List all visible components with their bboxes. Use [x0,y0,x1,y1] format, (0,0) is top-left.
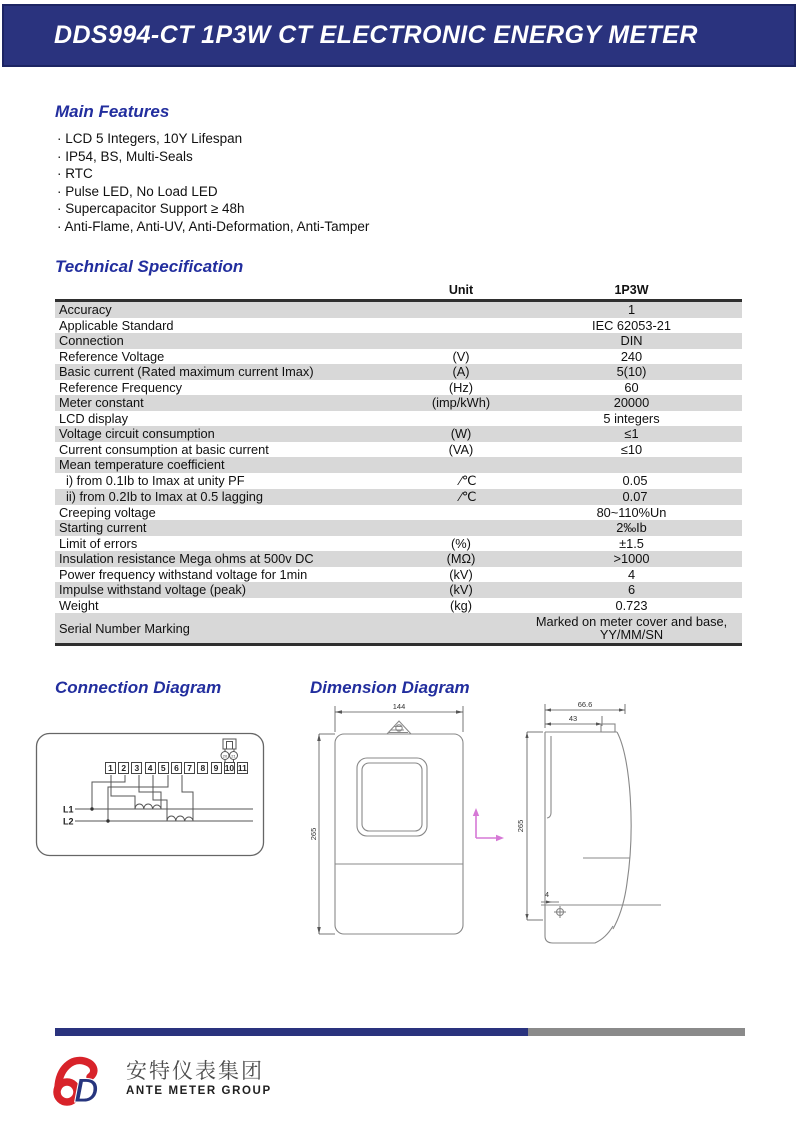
spec-row [55,395,742,411]
terminal-1: 1 [105,762,116,774]
spec-table [55,280,742,646]
terminal-5: 5 [158,762,169,774]
spec-value: 0.723 [615,597,648,613]
dimension-front-view [305,698,480,946]
spec-unit: (Hz) [448,379,474,395]
spec-label: Starting current [59,520,147,536]
line-label-l2: L2 [63,816,74,827]
spec-label: Voltage circuit consumption [59,426,215,442]
dim-side-offset: 4 [544,890,550,899]
spec-row [55,380,742,396]
spec-label: Connection [59,333,124,349]
spec-row [55,318,742,334]
spec-value: 0.07 [622,488,648,504]
terminal-2: 2 [118,762,129,774]
dimension-heading: Dimension Diagram [310,678,470,697]
terminal-4: 4 [145,762,156,774]
feature-item: · Anti-Flame, Anti-UV, Anti-Deformation, Anti-Tamper [57,218,370,234]
spec-unit: (VA) [448,441,474,457]
dim-front-width: 144 [392,702,406,711]
spec-row [55,426,742,442]
terminal-7: 7 [184,762,195,774]
spec-label: Serial Number Marking [59,620,190,636]
company-name-en: ANTE METER GROUP [126,1085,272,1097]
page-title: DDS994-CT 1P3W CT ELECTRONIC ENERGY METER [54,21,698,49]
spec-value: 5(10) [616,364,647,379]
spec-unit: (kV) [449,582,473,598]
spec-col-1p3w: 1P3W [614,282,649,297]
tech-spec-heading: Technical Specification [55,257,244,276]
spec-row [55,613,742,643]
aux-label-20: 20 [222,753,228,759]
feature-item: · Pulse LED, No Load LED [57,183,218,199]
dimension-side-view [505,698,675,948]
main-features-heading: Main Features [55,102,170,121]
spec-label: Creeping voltage [59,504,156,520]
spec-label: Impulse withstand voltage (peak) [59,582,247,598]
spec-label: Power frequency withstand voltage for 1min [59,566,308,582]
line-label-l1: L1 [63,804,74,815]
spec-value: DIN [620,333,643,348]
spec-label: Basic current (Rated maximum current Imax) [59,364,314,380]
connection-diagram [35,732,265,858]
feature-item: · IP54, BS, Multi-Seals [57,148,193,164]
spec-row [55,536,742,552]
spec-value: 6 [627,582,636,597]
aux-device-icon [221,739,238,762]
spec-row [55,349,742,365]
spec-unit: ∕℃ [459,488,477,504]
spec-value: 60 [624,379,639,395]
dim-side-depth2: 43 [568,714,578,723]
spec-unit: (W) [450,426,472,442]
terminal-6: 6 [171,762,182,774]
spec-row [55,302,742,318]
connection-heading: Connection Diagram [55,678,222,697]
dim-side-depth: 66.6 [577,700,593,709]
spec-label: Limit of errors [59,535,138,551]
logo-mark-icon [52,1050,118,1108]
terminal-row [105,762,248,774]
spec-value: >1000 [613,551,650,566]
spec-value: ≤1 [624,426,639,441]
spec-unit: ∕℃ [459,472,477,488]
spec-label: Applicable Standard [59,317,174,333]
company-name-cn: 安特仪表集团 [126,1060,264,1083]
spec-table-body [55,302,742,643]
footer-divider [55,1028,745,1036]
wiring [75,775,253,821]
spec-value: 20000 [613,395,650,410]
spec-value: 240 [620,348,643,364]
spec-label: Current consumption at basic current [59,441,269,457]
spec-unit: (A) [452,364,470,380]
spec-unit: (%) [451,535,471,551]
spec-unit: (imp/kWh) [431,395,491,411]
spec-label: Mean temperature coefficient [59,457,225,473]
spec-label: Accuracy [59,302,112,318]
spec-label: Reference Voltage [59,348,165,364]
features-list [57,130,369,235]
terminal-11: 11 [237,763,247,773]
spec-row [55,551,742,567]
spec-label: i) from 0.1Ib to Imax at unity PF [66,473,245,488]
spec-value: 5 integers [603,410,660,426]
spec-unit: (kg) [449,597,473,613]
spec-value: Marked on meter cover and base, YY/MM/SN [535,614,728,642]
spec-unit: (V) [452,348,470,364]
dim-side-height: 265 [516,819,525,833]
terminal-8: 8 [197,762,208,774]
spec-row [55,473,742,489]
spec-value: 0.05 [622,472,648,488]
spec-col-unit: Unit [448,283,474,297]
company-logo [52,1050,272,1108]
terminal-3: 3 [131,762,142,774]
spec-value: 80~110%Un [596,504,667,520]
terminal-9: 9 [211,762,222,774]
spec-row [55,567,742,583]
spec-label: Reference Frequency [59,379,183,395]
spec-unit: (kV) [449,566,473,582]
feature-item: · Supercapacitor Support ≥ 48h [57,201,245,216]
spec-value: ≤10 [620,441,643,457]
feature-item: · RTC [57,166,93,181]
junction-dot-l2 [106,819,109,822]
svg-text:D: D [74,1072,99,1108]
spec-value: 2‰Ib [616,520,647,535]
aux-label-21: 21 [231,753,236,759]
spec-label: LCD display [59,410,128,426]
spec-value: 4 [627,566,636,582]
spec-label: ii) from 0.2Ib to Imax at 0.5 lagging [66,489,264,504]
footer-divider-gray [528,1028,745,1036]
spec-row [55,505,742,521]
spec-row [55,598,742,614]
footer-divider-blue [55,1028,528,1036]
spec-row [55,411,742,427]
spec-row [55,442,742,458]
spec-value: 1 [627,302,636,317]
spec-row [55,457,742,473]
spec-unit: (MΩ) [446,551,476,567]
spec-label: Meter constant [59,395,144,411]
junction-dot-l1 [90,807,93,810]
dim-front-height: 265 [309,827,318,841]
spec-row [55,489,742,505]
spec-label: Insulation resistance Mega ohms at 500v DC [59,551,314,567]
spec-row [55,582,742,598]
spec-row [55,520,742,536]
spec-table-header [55,280,742,302]
spec-row [55,364,742,380]
feature-item: · LCD 5 Integers, 10Y Lifespan [57,131,243,146]
header-bar [2,4,796,67]
spec-label: Weight [59,597,99,613]
spec-value: ±1.5 [619,535,644,551]
spec-value: IEC 62053-21 [592,317,671,333]
axis-arrows-icon [458,798,506,850]
terminal-10: 10 [224,763,235,773]
spec-row [55,333,742,349]
